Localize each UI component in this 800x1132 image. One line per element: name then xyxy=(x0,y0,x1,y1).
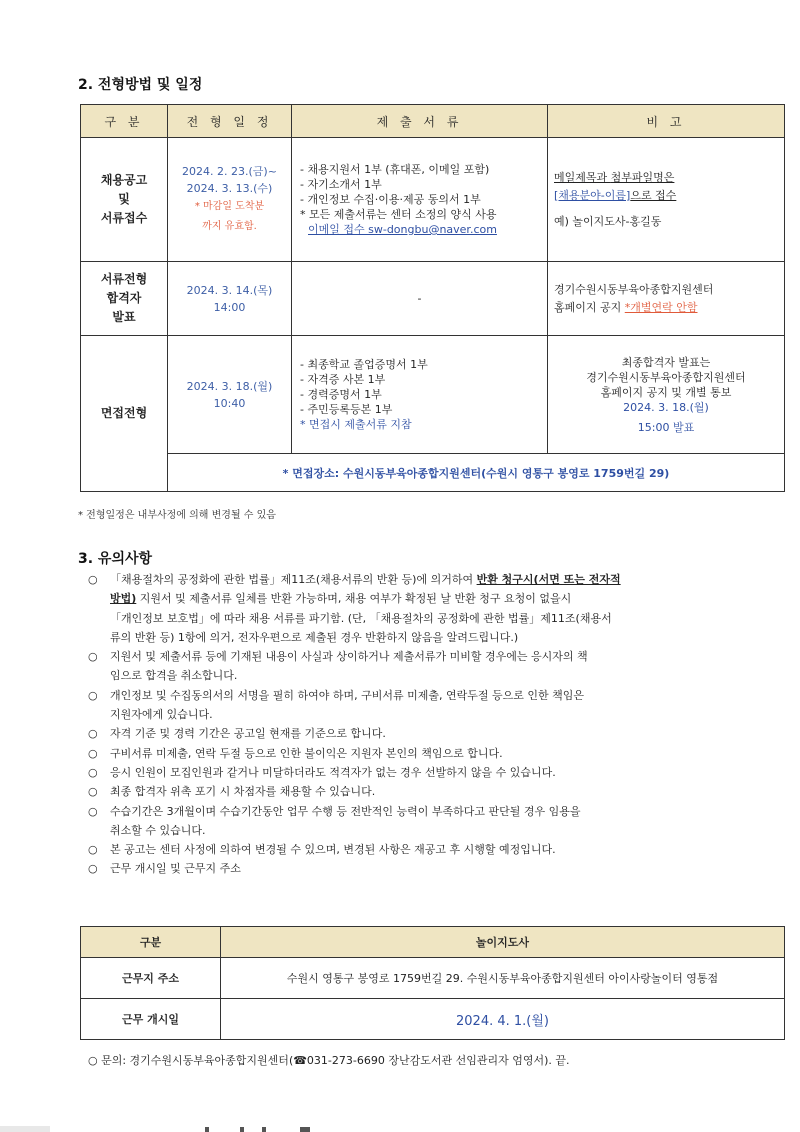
page-edge-shade xyxy=(0,1126,50,1132)
work-start-value: 2024. 4. 1.(월) xyxy=(221,999,785,1040)
work-address-value: 수원시 영통구 봉영로 1759번길 29. 수원시동부육아종합지원센터 아이사랑놀이터 영통점 xyxy=(221,958,785,999)
row-interview xyxy=(81,336,785,454)
row1-remarks: 메일제목과 첨부파일명은 [채용분야-이름]으로 접수 예) 놀이지도사-홍길동 xyxy=(548,138,785,262)
work-header-label: 구분 xyxy=(81,927,221,958)
work-header-value: 놀이지도사 xyxy=(221,927,785,958)
bullet-circle-icon: ○ xyxy=(88,862,98,876)
notice-item: ○ 자격 기준 및 경력 기간은 공고일 현재를 기준으로 합니다. xyxy=(88,724,738,743)
section-3-title: 3. 유의사항 xyxy=(78,551,153,567)
row2-remarks: 경기수원시동부육아종합지원센터 홈페이지 공지 *개별연락 안함 xyxy=(548,262,785,336)
row2-documents: - xyxy=(292,262,548,336)
work-start-label: 근무 개시일 xyxy=(81,999,221,1040)
row-interview-venue xyxy=(81,454,785,492)
work-info-table xyxy=(80,926,785,1040)
cut-glyph xyxy=(240,1127,244,1132)
row2-schedule: 2024. 3. 14.(목) 14:00 xyxy=(168,262,292,336)
cut-glyph xyxy=(262,1127,266,1132)
header-schedule: 전 형 일 정 xyxy=(168,105,292,138)
notice-item: ○ 수습기간은 3개월이며 수습기간동안 업무 수행 등 전반적인 능력이 부족하다고 판단될 경우 임용을 취소할 수 있습니다. xyxy=(88,802,738,841)
notice-item: ○ 개인정보 및 수집동의서의 서명을 필히 하여야 하며, 구비서류 미제출, 연락두절 등으로 인한 책임은 지원자에게 있습니다. xyxy=(88,686,738,725)
next-page-fragment xyxy=(0,1124,800,1132)
row3-documents: - 최종학교 졸업증명서 1부 - 자격증 사본 1부 - 경력증명서 1부 - 주민등록등본 1부 * 면접시 제출서류 지참 xyxy=(292,336,548,454)
work-table-header xyxy=(81,927,785,958)
interview-venue: * 면접장소: 수원시동부육아종합지원센터(수원시 영통구 봉영로 1759번길 29) xyxy=(168,454,785,492)
schedule-header-row xyxy=(81,105,785,138)
bullet-circle-icon: ○ xyxy=(88,804,98,818)
notice-item: ○ 「채용절차의 공정화에 관한 법률」제11조(채용서류의 반환 등)에 의거하여 반환 청구시(서면 또는 전자적 방법) 지원서 및 제출서류 일체를 반환 가능하며, 채용 여부가 확정된 날 반환 청구 요청이 없을시 「개인정보 보호법」에 따라 채용 서류를 파기함. (단, 「채용절차의 공정화에 관한 법률」제11조(채용서 류의 반환 등) 1항에 의거, 전자우편으로 제출된 경우 반환하지 않음을 알려드립니다.) xyxy=(88,570,738,647)
bullet-circle-icon: ○ xyxy=(88,765,98,779)
notice-item: ○ 구비서류 미제출, 연락 두절 등으로 인한 불이익은 지원자 본인의 책임으로 합니다. xyxy=(88,744,738,763)
contact-line: ○ 문의: 경기수원시동부육아종합지원센터(☎031-273-6690 장난감도서관 선임관리자 엄영서). 끝. xyxy=(88,1054,570,1067)
row1-documents: - 채용지원서 1부 (휴대폰, 이메일 포함) - 자기소개서 1부 - 개인정보 수집·이용·제공 동의서 1부 * 모든 제출서류는 센터 소정의 양식 사용 이메일 접수 sw-dongbu@naver.com xyxy=(292,138,548,262)
row1-category: 채용공고 및 서류접수 xyxy=(81,138,168,262)
schedule-footnote: * 전형일정은 내부사정에 의해 변경될 수 있음 xyxy=(78,510,276,521)
email-link[interactable]: 이메일 접수 sw-dongbu@naver.com xyxy=(308,223,497,236)
row1-schedule: 2024. 2. 23.(금)~ 2024. 3. 13.(수) * 마감일 도착분 까지 유효함. xyxy=(168,138,292,262)
bullet-circle-icon: ○ xyxy=(88,650,98,664)
bullet-circle-icon: ○ xyxy=(88,688,98,702)
row3-remarks: 최종합격자 발표는 경기수원시동부육아종합지원센터 홈페이지 공지 및 개별 통보 2024. 3. 18.(월) 15:00 발표 xyxy=(548,336,785,454)
header-category: 구 분 xyxy=(81,105,168,138)
cut-glyph xyxy=(205,1127,209,1132)
row-document-result xyxy=(81,262,785,336)
cut-glyph xyxy=(300,1127,310,1132)
bullet-circle-icon: ○ xyxy=(88,746,98,760)
work-address-row xyxy=(81,958,785,999)
work-address-label: 근무지 주소 xyxy=(81,958,221,999)
row-application xyxy=(81,138,785,262)
row2-category: 서류전형 합격자 발표 xyxy=(81,262,168,336)
bullet-circle-icon: ○ xyxy=(88,843,98,857)
notice-item: ○ 본 공고는 센터 사정에 의하여 변경될 수 있으며, 변경된 사항은 재공고 후 시행할 예정입니다. xyxy=(88,840,738,859)
row3-category: 면접전형 xyxy=(81,336,168,492)
notice-item: ○ 지원서 및 제출서류 등에 기재된 내용이 사실과 상이하거나 제출서류가 미비할 경우에는 응시자의 책 임으로 합격을 취소합니다. xyxy=(88,647,738,686)
bullet-circle-icon: ○ xyxy=(88,785,98,799)
bullet-circle-icon: ○ xyxy=(88,573,98,586)
section-2-title: 2. 전형방법 및 일정 xyxy=(78,77,203,93)
notice-list xyxy=(88,570,738,879)
notice-item: ○ 응시 인원이 모집인원과 같거나 미달하더라도 적격자가 없는 경우 선발하지 않을 수 있습니다. xyxy=(88,763,738,782)
notice-item: ○ 근무 개시일 및 근무지 주소 xyxy=(88,859,738,878)
header-documents: 제 출 서 류 xyxy=(292,105,548,138)
schedule-table xyxy=(80,104,785,492)
work-start-row xyxy=(81,999,785,1040)
notice-item: ○ 최종 합격자 위촉 포기 시 차점자를 채용할 수 있습니다. xyxy=(88,782,738,801)
bullet-circle-icon: ○ xyxy=(88,727,98,741)
header-remarks: 비 고 xyxy=(548,105,785,138)
row3-schedule: 2024. 3. 18.(월) 10:40 xyxy=(168,336,292,454)
